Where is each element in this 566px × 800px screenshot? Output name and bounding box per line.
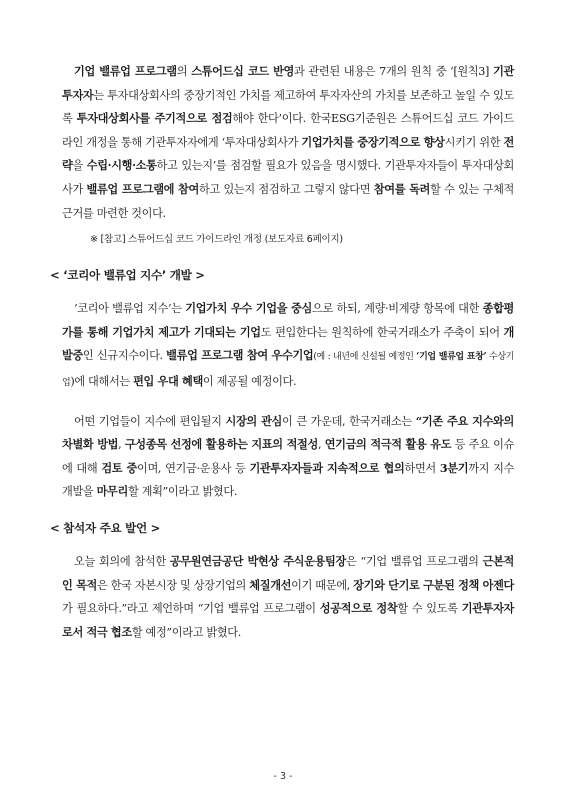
body-text: 하고 있는지’를 점검할 필요가 있음을 명시했다. 기관투자자들이 투자대상회사가	[62, 159, 514, 196]
emphasis-text: 성공적으로 정착	[319, 601, 398, 616]
body-text: 이기 때문에,	[291, 578, 354, 592]
paragraph-participant-remark	[62, 550, 514, 644]
body-text: 오늘 회의에 참석한	[74, 554, 170, 568]
emphasis-text: 마무리	[96, 484, 128, 499]
emphasis-text: 기관투자자로서 적극 협조	[62, 601, 514, 639]
emphasis-text: 밸류업 프로그램 참여 우수기업	[166, 348, 314, 363]
emphasis-text: 3분기	[439, 460, 469, 475]
emphasis-text: 기업가치를 중장기적으로 향상	[301, 134, 445, 149]
emphasis-text: 종합평가를 통해 기업가치 제고가 기대되는 기업	[62, 301, 514, 339]
body-text: 할 계획”이라고 밝혔다.	[127, 485, 238, 499]
emphasis-text: “기존 주요 지수와의 차별화 방법	[62, 413, 514, 452]
body-text: 는 투자대상회사의 중장기적인 가치를 제고하여 투자자산의 가치를 보존하고 높일 수 있도록	[62, 88, 514, 126]
body-text: 도 편입한다는 원칙하에 한국거래소가 주축이 되어	[260, 325, 504, 339]
body-text: 으로 하되, 계량·비계량 항목에 대한	[311, 302, 483, 316]
emphasis-text: 기관투자자들과 지속적으로 협의	[249, 460, 405, 475]
emphasis-text: 장기와 단기로 구분된 정책 아젠다	[353, 577, 514, 592]
body-text: 을	[72, 159, 87, 173]
body-text: 이며, 연기금·운용사 등	[137, 461, 250, 475]
paragraph-stewardship-code	[62, 60, 514, 225]
body-text: 은 한국 자본시장 및 상장기업의	[96, 578, 250, 592]
reference-note: ※ [참고] 스튜어드십 코드 가이드라인 개정 (보도자료 6페이지)	[90, 234, 343, 246]
emphasis-text: 근본적인 목적	[62, 553, 514, 592]
body-text: 이 제공될 예정이다.	[202, 374, 297, 388]
emphasis-text: 투자대상회사를 주기적으로 점검	[76, 111, 233, 126]
body-text: 수상기업	[62, 352, 515, 388]
emphasis-text: 시장의 관심	[225, 413, 282, 428]
emphasis-text: 기업 밸류업 프로그램	[74, 64, 177, 78]
body-text: 하고 있는지 점검하고 그렇지 않다면	[198, 182, 374, 196]
section-heading-valueup-index: < ‘코리아 밸류업 지수’ 개발 >	[50, 268, 205, 283]
body-text: 할 수 있도록	[397, 602, 462, 616]
emphasis-text: 공무원연금공단 박현상 주식운용팀장	[169, 553, 346, 568]
emphasis-text: 검토 중	[101, 460, 137, 475]
emphasis-text: 스튜어드십 코드 반영	[191, 64, 294, 78]
body-text: ‘코리아 밸류업 지수’는	[74, 302, 186, 316]
body-text: )에 대해서는	[70, 374, 134, 388]
emphasis-text: 밸류업 프로그램에 참여	[86, 181, 199, 196]
body-text: 과 관련된 내용은 7개의 원칙 중 ‘[원칙3]	[293, 65, 494, 78]
emphasis-text: 기업가치 우수 기업을 중심	[185, 301, 312, 316]
body-text: 할 예정”이라고 밝혔다.	[131, 625, 241, 639]
body-text: 시키기 위한	[444, 135, 504, 149]
emphasis-text: 전략	[62, 134, 514, 173]
body-text: 가 필요하다.”라고 제언하며 “기업 밸류업 프로그램이	[62, 602, 320, 616]
body-text: 의	[176, 65, 192, 78]
body-text: 하면서	[404, 461, 440, 475]
body-text: 해야 한다’이다. 한국ESG기준원은 스튜어드십 코드 가이드라인 개정을 통해 기관투자자에게 ‘투자대상회사가	[62, 112, 514, 149]
page-number: - 3 -	[273, 771, 293, 782]
emphasis-text: 참여를 독려	[373, 181, 430, 196]
body-text: (예 : 내년에 신설될 예정인	[313, 352, 417, 363]
body-text: 등 주요 이슈에 대해	[62, 438, 515, 475]
emphasis-text: 수립·시행·소통	[86, 158, 157, 173]
emphasis-text: 체질개선	[249, 577, 292, 592]
body-text: ,	[118, 438, 125, 452]
emphasis-text: 기관투자자	[62, 64, 514, 102]
body-text: 어떤 기업들이 지수에 편입될지	[74, 414, 226, 428]
body-text: 까지 지수 개발을	[62, 461, 514, 499]
emphasis-text: 편입 우대 혜택	[133, 373, 203, 388]
emphasis-text: 연기금의 적극적 활용 유도	[324, 437, 452, 452]
emphasis-text: 구성종목 선정에 활용하는 지표의 적절성	[124, 437, 318, 452]
emphasis-text: 개발중	[62, 324, 514, 363]
section-heading-participant-remarks: < 참석자 주요 발언 >	[50, 520, 161, 535]
paragraph-index-overview	[62, 297, 514, 395]
body-text: ,	[317, 438, 325, 452]
document-page	[50, 60, 515, 644]
body-text: 할 수 있는 구체적 근거를 마련한 것이다.	[62, 182, 514, 220]
emphasis-text: ‘기업 밸류업 표창’	[416, 352, 487, 363]
paragraph-index-plan	[62, 410, 514, 504]
body-text: 이 큰 가운데, 한국거래소는	[282, 414, 416, 428]
body-text: 인 신규지수이다.	[82, 349, 167, 363]
body-text: 은 “기업 밸류업 프로그램의	[345, 554, 483, 568]
